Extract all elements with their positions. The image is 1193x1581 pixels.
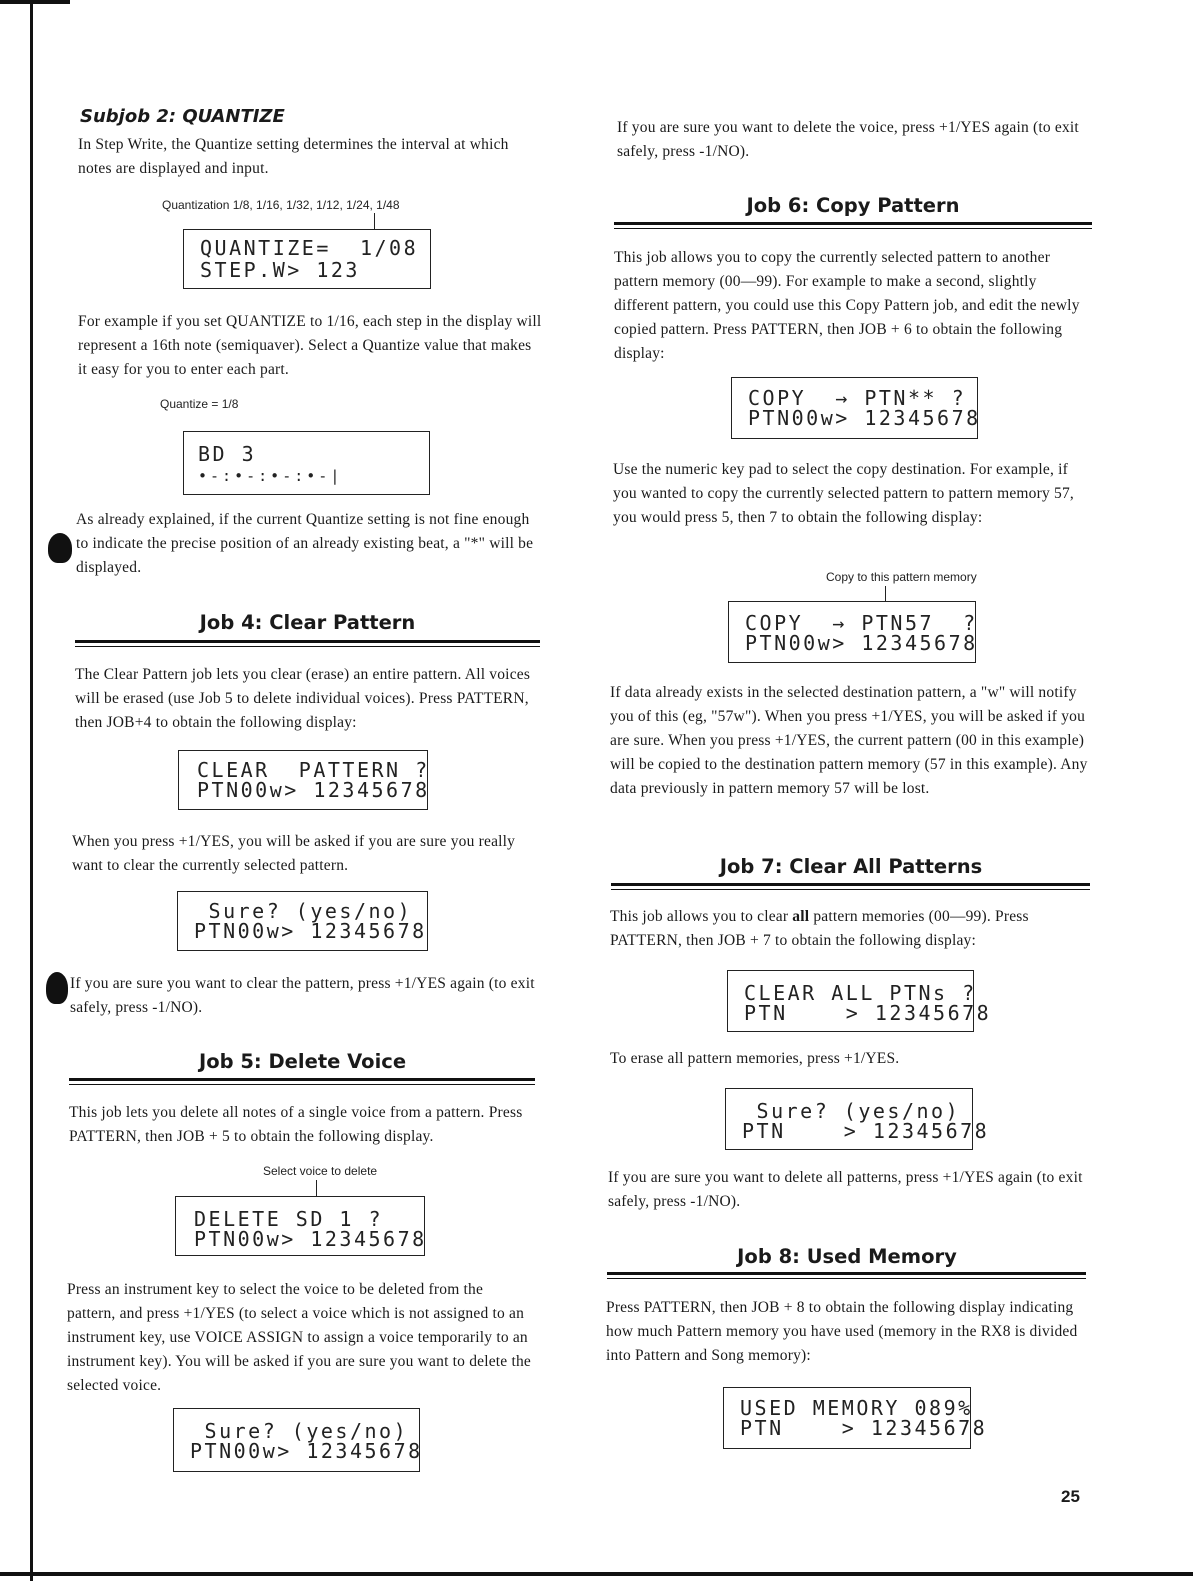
lcd-bd: BD 3 •-:•-:•-:•-|: [183, 431, 430, 495]
quantize-intro: In Step Write, the Quantize setting determines the interval at which notes are displayed and input.: [78, 136, 509, 177]
job5-rule: [69, 1078, 535, 1085]
lcd-copy-pattern-57: COPY → PTN57 ? PTN00w> 12345678: [728, 601, 976, 663]
job5-text2: Press an instrument key to select the voice to be deleted from the pattern, and press +1/YES (to select a voice which is not assigned to an instrument key, use VOICE ASSIGN to assign a voice temporarily to an instrument key). You will be asked if you are sure you want to delete the selected voice.: [67, 1281, 532, 1394]
lcd-sure-clear-all: Sure? (yes/no) PTN > 12345678: [725, 1088, 973, 1150]
page-border-left: [30, 0, 33, 1581]
lcd-clear-pattern: CLEAR PATTERN ? PTN00w> 12345678: [178, 750, 428, 810]
lcd-delete-voice: DELETE SD 1 ? PTN00w> 12345678: [175, 1196, 425, 1256]
job4-text2: When you press +1/YES, you will be asked if you are sure you really want to clear the currently selected pattern.: [72, 833, 516, 874]
quantization-caption: Quantization 1/8, 1/16, 1/32, 1/12, 1/24, 1/48: [162, 198, 400, 212]
already-explained: As already explained, if the current Quantize setting is not fine enough to indicate the precise position of an already existing beat, a "*" will be displayed.: [76, 511, 534, 576]
job4-text: The Clear Pattern job lets you clear (erase) an entire pattern. All voices will be erased (use Job 5 to delete individual voices). Press PATTERN, then JOB+4 to obtain the following display:: [75, 666, 531, 731]
lcd-used-memory: USED MEMORY 089% PTN > 12345678: [723, 1387, 971, 1449]
page-number: 25: [1061, 1487, 1080, 1506]
job7-text: This job allows you to clear all pattern memories (00—99). Press PATTERN, then JOB + 7 to obtain the following display:: [610, 908, 1029, 949]
job8-rule: [607, 1272, 1086, 1279]
subjob-title: Subjob 2: QUANTIZE: [80, 106, 285, 127]
job4-rule: [75, 640, 540, 647]
job7-title: Job 7: Clear All Patterns: [719, 855, 983, 878]
copy-caption: Copy to this pattern memory: [826, 570, 977, 584]
job6-text2: Use the numeric key pad to select the copy destination. For example, if you wanted to copy the currently selected pattern to pattern memory 57, you would press 5, then 7 to obtain the following display:: [613, 461, 1074, 526]
page-border-bottom: [0, 1572, 1193, 1576]
lcd-copy-pattern: COPY → PTN** ? PTN00w> 12345678: [731, 377, 978, 439]
lcd-clear-all: CLEAR ALL PTNs ? PTN > 12345678: [727, 970, 974, 1032]
job8-title: Job 8: Used Memory: [737, 1245, 957, 1268]
job5-text: This job lets you delete all notes of a single voice from a pattern. Press PATTERN, then JOB + 5 to obtain the following display.: [69, 1104, 523, 1145]
quantize-example: For example if you set QUANTIZE to 1/16, each step in the display will represent a 16th note (semiquaver). Select a Quantize value that makes it easy for you to enter each part.: [78, 313, 542, 378]
quantize-caption: Quantize = 1/8: [160, 397, 239, 411]
lcd-sure-delete: Sure? (yes/no) PTN00w> 12345678: [173, 1408, 420, 1472]
left-margin-mark: [46, 972, 68, 1004]
job7-text3: If you are sure you want to delete all patterns, press +1/YES again (to exit safely, press -1/NO).: [608, 1169, 1083, 1210]
job4-title: Job 4: Clear Pattern: [199, 611, 416, 634]
job6-text3: If data already exists in the selected destination pattern, a "w" will notify you of this (eg, "57w"). When you press +1/YES, you will be asked if you are sure. When you press +1/YES, the current pattern (00 in this example) will be copied to the destination pattern memory (57 in this example). Any data previously in pattern memory 57 will be lost.: [610, 684, 1088, 797]
job6-text: This job allows you to copy the currently selected pattern to another pattern memory (00—99). For example to make a second, slightly different pattern, you could use this Copy Pattern job, and edit the newly copied pattern. Press PATTERN, then JOB + 6 to obtain the following display:: [614, 249, 1080, 362]
page-border-top: [0, 0, 70, 4]
select-voice-caption: Select voice to delete: [263, 1164, 378, 1178]
lcd-quantize: QUANTIZE= 1/08 STEP.W> 123: [183, 229, 431, 289]
lcd-sure-clear: Sure? (yes/no) PTN00w> 12345678: [177, 891, 428, 951]
job4-text3: If you are sure you want to clear the pattern, press +1/YES again (to exit safely, press -1/NO).: [70, 975, 535, 1016]
job6-rule: [614, 222, 1092, 229]
job7-rule: [611, 883, 1090, 890]
left-margin-mark: [48, 533, 72, 563]
delete-confirm: If you are sure you want to delete the voice, press +1/YES again (to exit safely, press -1/NO).: [617, 119, 1079, 160]
job5-title: Job 5: Delete Voice: [198, 1050, 407, 1073]
job7-text2: To erase all pattern memories, press +1/YES.: [610, 1050, 900, 1067]
job6-title: Job 6: Copy Pattern: [746, 194, 960, 217]
job8-text: Press PATTERN, then JOB + 8 to obtain the following display indicating how much Pattern memory you have used (memory in the RX8 is divided into Pattern and Song memory):: [606, 1299, 1078, 1364]
